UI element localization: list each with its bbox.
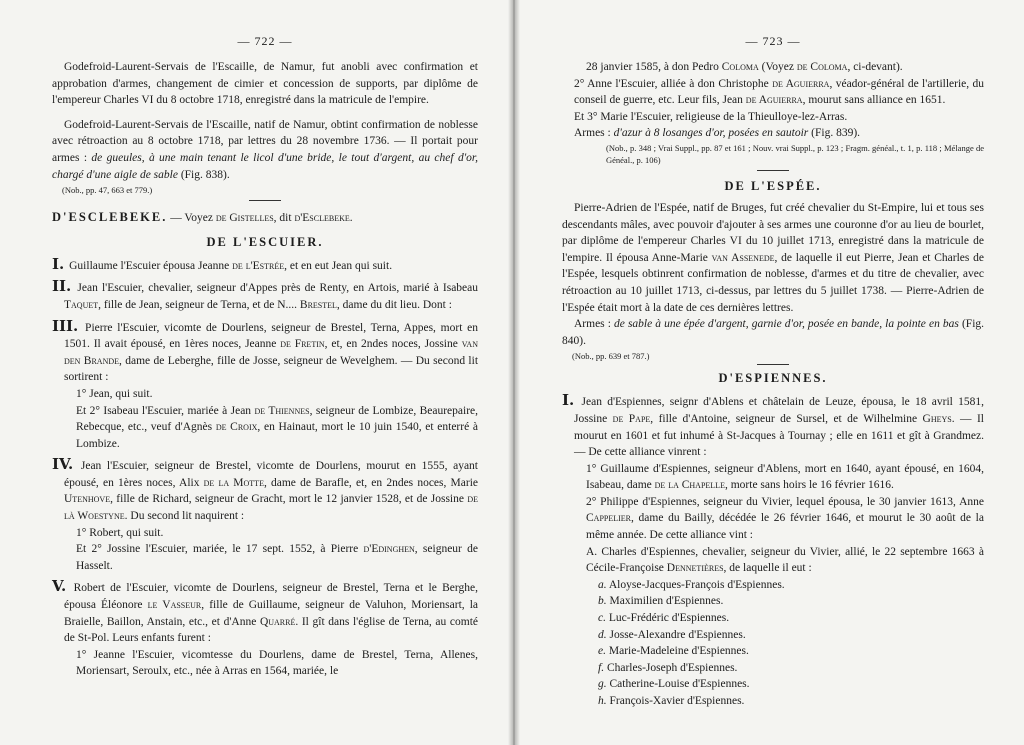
text: le Vasseur [147,599,202,612]
text: de Coloma [796,61,848,73]
item-letter: d. [598,628,607,641]
text: de Pape [612,412,651,425]
text: , seigneur de Lombize, Beaurepaire, Rebecque, etc., veuf d'Agnès [76,404,479,434]
text: Robert de l'Escuier, vicomte de Dourlens, seigneur de Brestel, Terna et le Berghe, épousa Éléonore [64,582,479,612]
text: 2° Philippe d'Espiennes, seigneur du Vivier, lequel épousa, le 30 janvier 1613, Anne [586,495,984,508]
text: Quarré [259,615,296,628]
arms-line [562,316,984,349]
list-item [562,593,984,610]
text: , en Hainaut, mort le 10 juin 1540, et enterré à Lombize. [76,421,478,450]
text: Jean l'Escuier, chevalier, seigneur d'Appes près de Renty, en Artois, marié à Isabeau [77,282,479,295]
child-entry: 1° Jean, qui suit. [76,387,153,400]
text: van Assenede [711,251,775,264]
item-letter: g. [598,678,607,691]
fig-ref: (Fig. 839). [811,127,861,140]
text: , fille d'Antoine, seigneur de Sursel, et de Wilhelmine [650,412,918,425]
text: de [215,212,227,225]
child-entry [562,461,984,494]
text: , ci-devant). [847,61,903,73]
text: Utenhove [64,493,111,506]
text: Et 2° Isabeau l'Escuier, mariée à Jean [76,404,252,417]
text: , et en eut Jean qui suit. [284,259,393,272]
list-item [562,610,984,627]
fig-ref: (Fig. 840). [562,318,985,347]
generation-number: I. [52,254,65,273]
text: , dame du dit lieu. Dont : [336,298,452,311]
child-entry: 1° Jeanne l'Escuier, vicomtesse du Dourlens, dame de Brestel, Terna, Allenes, Moriensart, Seroulx, etc., née à Arras en 1564, mariée, le [76,648,478,678]
page-number: — 723 — [745,34,801,48]
generation-number: V. [52,577,67,596]
item-name: François-Xavier d'Espiennes. [609,695,745,707]
item-letter: a. [598,578,607,591]
item-name: Marie-Madeleine d'Espiennes. [608,645,749,658]
paragraph: Godefroid-Laurent-Servais de l'Escaille, de Namur, fut anobli avec confirmation et approbation d'armes, changement de cimier et concession de supports, par diplôme de l'empereur Charles VI du 8 octobre 1718, enregistré dans la matricule de l'empire. [52,61,478,107]
child-entry: Et 3° Marie l'Escuier, religieuse de la Thieulloye-lez-Arras. [574,110,848,123]
child-entry [52,403,478,453]
generation-number: II. [52,277,72,296]
text: de là Woestyne [64,493,478,523]
text: Pierre-Adrien de l'Espée, natif de Bruges, fut créé chevalier du St-Empire, lui et tous ses descendants mâles, avec pouvoir d'ajouter à ses armes une couronne d'or au lieu de bourlet, par diplôme de l'empereur Charles VI du 10 juillet 1713, enregistré dans la matricule de l'empire. Il épousa Anne-Marie [562,201,984,264]
text: , fille de Richard, seigneur de Gracht, mort le 12 janvier 1528, et de Jossine [110,493,464,506]
text: 1° Guillaume d'Espiennes, seigneur d'Ablens, mort en 1640, ayant épousé, en 1604, Isabeau, dame [586,462,984,492]
text: Gheys [922,412,952,425]
text: d'Esclebeke [294,212,350,225]
generation-entry [52,456,478,524]
text: , dame du Bailly, décédée le 26 février 1646, et mourut le 30 août de la même année. De cette alliance vint : [586,512,984,542]
text: Gistelles [229,212,274,225]
text: Jean d'Espiennes, seignr d'Ablens et châtelain de Leuze, épousa, le 18 avril 1581, Jossine [574,396,984,425]
text: Pierre l'Escuier, vicomte de Dourlens, seigneur de Brestel, Terna, Appes, mort en 1501. Il avait épousé, en 1ères noces, Jeanne [64,321,479,351]
text: van den Brande [64,338,478,367]
child-entry [562,494,984,544]
generation-entry [52,256,478,275]
generation-number: I. [562,391,575,410]
item-name: Charles-Joseph d'Espiennes. [606,661,738,674]
generation-entry [562,392,984,460]
text: . — Il mourut en 1601 et fut inhumé à St-Jacques à Tournay ; elle en 1611 et gît à Grandmez. — De cette alliance vinrent : [574,412,984,459]
text: Armes : [574,318,611,331]
section-heading: DE L'ESCUIER. [206,234,324,249]
arms-line [562,125,984,142]
text: , véador-général de l'artillerie, du conseil de guerre, etc. Leur fils, Jean [574,77,985,107]
text: , mourut sans alliance en 1651. [802,94,946,107]
cross-reference-entry [52,209,478,227]
child-entry: 1° Robert, qui suit. [76,526,164,539]
text: , morte sans hoirs le 16 février 1616. [724,479,894,492]
section-heading: DE L'ESPÉE. [724,178,822,193]
list-item [562,577,984,594]
text: , et, en 2ndes noces, Jossine [324,338,458,351]
text: de Fretin [280,338,325,351]
text: d'Edinghen [363,543,415,556]
page-723 [512,0,1024,745]
text: , de laquelle il eut Pierre, Jean et Charles de l'Espée, lesquels obtinrent confirmation de noblesse, d'armes et du titre de chevalier, avec rétroaction au 10 juillet 1713, ci-dessus, par lettres du 5 juillet 1738. — Pierre-Adrien de l'Espée était mort à la date de ces dernières lettres. [562,251,985,314]
item-letter: h. [598,695,607,707]
text: Armes : [574,127,611,140]
text: de Aguierra [772,77,830,90]
text: Dennetières [666,562,724,575]
text: (Voyez [761,61,795,73]
references: (Nob., pp. 639 et 787.) [572,351,650,362]
text: . [349,212,353,225]
arms-text: de gueules, à une main tenant le licol d'une bride, le tout d'argent, au chef d'or, chargé d'une aigle de sable [52,151,478,181]
paragraph [52,117,478,183]
text: , seigneur de Hasselt. [76,543,478,572]
text: Brestel [299,298,337,311]
item-name: Catherine-Louise d'Espiennes. [609,678,750,691]
section-heading: D'ESPIENNES. [718,371,828,386]
text: de la Chapelle [654,479,725,492]
item-letter: b. [598,595,607,608]
item-name: Aloyse-Jacques-François d'Espiennes. [608,578,785,591]
text: de l'Estrée [232,259,285,272]
child-entry [52,541,478,574]
text: de la Motte [203,476,264,489]
text: , dit [273,212,292,225]
item-letter: f. [598,661,605,674]
list-item [562,660,984,677]
text: , fille de Jean, seigneur de Terna, et de N.... [98,298,298,311]
list-item [562,676,984,693]
list-item [562,643,984,660]
fig-ref: (Fig. 838). [180,168,230,181]
generation-number: IV. [52,455,74,474]
generation-entry [52,278,478,313]
child-entry [562,76,984,109]
text: , de laquelle il eut : [723,562,812,575]
text: . Du second lit naquirent : [124,510,245,523]
text: , dame de Leberghe, fille de Josse, seigneur de Wevelghem. — Du second lit sortirent : [64,354,479,384]
text: Guillaume l'Escuier épousa Jeanne [69,259,230,272]
text: A. Charles d'Espiennes, chevalier, seigneur du Vivier, allié, le 22 septembre 1663 à Cécile-Françoise [586,545,984,575]
entry-title: D'ESCLEBEKE. [52,210,168,225]
divider [757,364,789,365]
item-name: Josse-Alexandre d'Espiennes. [609,628,746,641]
text: Coloma [721,61,759,73]
generation-entry [52,318,478,386]
text: 2° Anne l'Escuier, alliée à don Christophe [574,77,769,90]
text: — Voyez [170,212,213,225]
paragraph [562,200,984,316]
children-list [562,577,984,710]
list-item [562,693,984,710]
paragraph [562,59,984,76]
divider [249,200,281,201]
references: (Nob., p. 348 ; Vrai Suppl., pp. 87 et 161 ; Nouv. vrai Suppl., p. 123 ; Fragm. généal., t. 1, p. 118 ; Mélange de Généal., p. 106) [606,142,984,165]
item-name: Maximilien d'Espiennes. [609,595,724,608]
text: Godefroid-Laurent-Servais de l'Escaille, natif de Namur, obtint confirmation de noblesse avec rétroaction au 8 octobre 1718, par lettres du 28 novembre 1736. — Il portait pour armes : [52,118,478,164]
text: Taquet [64,298,99,311]
text: Cappelier [586,512,632,525]
text: , dame de Barafle, et, en 2ndes noces, Marie [263,476,479,489]
generation-number: III. [52,316,79,335]
text: de Croix [215,421,258,434]
text: 28 janvier 1585, à don Pedro [586,61,719,73]
item-name: Luc-Frédéric d'Espiennes. [608,612,730,625]
item-letter: c. [598,612,606,625]
arms-text: de sable à une épée d'argent, garnie d'or, posée en bande, la pointe en bas [614,318,959,331]
text: . Il gît dans l'église de Terna, au comté de St-Pol. Leurs enfants furent : [64,615,479,645]
divider [757,170,789,171]
text: Jean l'Escuier, seigneur de Brestel, vicomte de Dourlens, mourut en 1555, ayant épousé, en 1ères noces, Alix [64,460,478,489]
text: Et 2° Jossine l'Escuier, mariée, le 17 sept. 1552, à Pierre [76,543,359,556]
list-item [562,627,984,644]
item-letter: e. [598,645,606,658]
grandchild-entry [562,544,984,577]
arms-text: d'azur à 8 losanges d'or, posées en sautoir [613,127,809,140]
page-number: — 722 — [237,34,293,48]
text: , fille de Guillaume, seigneur de Valuhon, Moriensart, la Braielle, Baillon, Anstain, etc., et d'Anne [64,599,479,628]
text: de Thiennes [254,404,310,417]
text: de Aguierra [745,94,803,107]
generation-entry [52,578,478,646]
references: (Nob., pp. 47, 663 et 779.) [62,185,153,196]
